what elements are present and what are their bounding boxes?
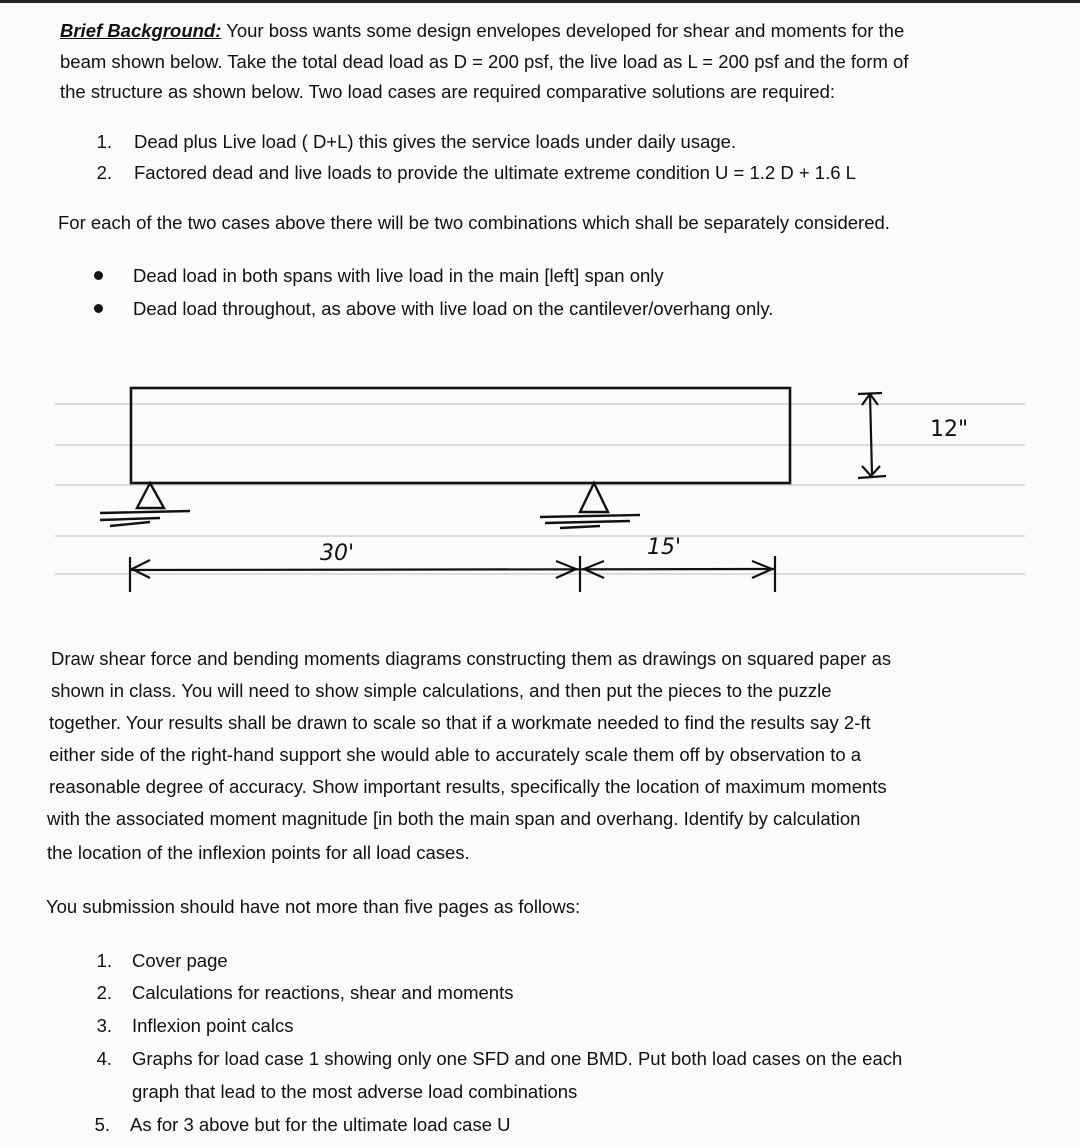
list-number: 5. <box>94 1114 110 1135</box>
list-text: Dead plus Live load ( D+L) this gives the service loads under daily usage. <box>134 131 737 152</box>
instructions-line: together. Your results shall be drawn to scale so that if a workmate needed to find the results say 2-ft <box>49 712 871 733</box>
bullet-icon <box>94 271 103 280</box>
list-number: 3. <box>96 1015 112 1036</box>
instructions-line: the location of the inflexion points for all load cases. <box>47 842 470 863</box>
right-support-icon <box>540 483 640 528</box>
left-support-icon <box>100 483 190 526</box>
list-number: 2. <box>96 162 112 183</box>
background-line-3: the structure as shown below. Two load cases are required comparative solutions are required: <box>60 81 836 102</box>
page-top-rule <box>0 0 1080 3</box>
instructions-line: reasonable degree of accuracy. Show important results, specifically the location of maximum moments <box>49 776 887 797</box>
instructions-line: either side of the right-hand support she would able to accurately scale them off by observation to a <box>49 744 862 765</box>
beam-outline <box>131 388 790 483</box>
list-number: 1. <box>96 950 112 971</box>
list-text: Factored dead and live loads to provide the ultimate extreme condition U = 1.2 D + 1.6 L <box>134 162 856 183</box>
main-span-label: 30' <box>320 541 355 566</box>
sketch-guide-lines <box>55 404 1025 574</box>
background-line-2: beam shown below. Take the total dead load as D = 200 psf, the live load as L = 200 psf and the form of <box>60 51 909 72</box>
list-number: 4. <box>96 1048 112 1069</box>
background-label: Brief Background: <box>60 20 222 41</box>
list-text: As for 3 above but for the ultimate load case U <box>130 1114 511 1135</box>
list-text: Dead load in both spans with live load in the main [left] span only <box>133 265 664 286</box>
bullet-icon <box>94 304 103 313</box>
beam-sketch <box>0 370 1080 610</box>
list-text: Graphs for load case 1 showing only one SFD and one BMD. Put both load cases on the each <box>132 1048 903 1069</box>
list-number: 2. <box>96 982 112 1003</box>
list-text-continued: graph that lead to the most adverse load combinations <box>132 1081 578 1102</box>
background-line-1: Brief Background: Your boss wants some design envelopes developed for shear and moments for the <box>60 20 905 41</box>
instructions-line: with the associated moment magnitude [in both the main span and overhang. Identify by calculation <box>47 808 861 829</box>
list-text: Inflexion point calcs <box>132 1015 294 1036</box>
depth-dimension-icon <box>858 393 886 478</box>
instructions-line: Draw shear force and bending moments diagrams constructing them as drawings on squared paper as <box>51 648 892 669</box>
list-text: Calculations for reactions, shear and moments <box>132 982 514 1003</box>
combinations-intro: For each of the two cases above there will be two combinations which shall be separately considered. <box>58 212 890 233</box>
list-text: Cover page <box>132 950 228 971</box>
submission-intro: You submission should have not more than five pages as follows: <box>46 896 581 917</box>
list-text: Dead load throughout, as above with live load on the cantilever/overhang only. <box>133 298 774 319</box>
overhang-span-label: 15' <box>647 535 682 560</box>
instructions-line: shown in class. You will need to show simple calculations, and then put the pieces to the puzzle <box>51 680 832 701</box>
list-number: 1. <box>96 131 112 152</box>
depth-label: 12" <box>930 417 969 442</box>
